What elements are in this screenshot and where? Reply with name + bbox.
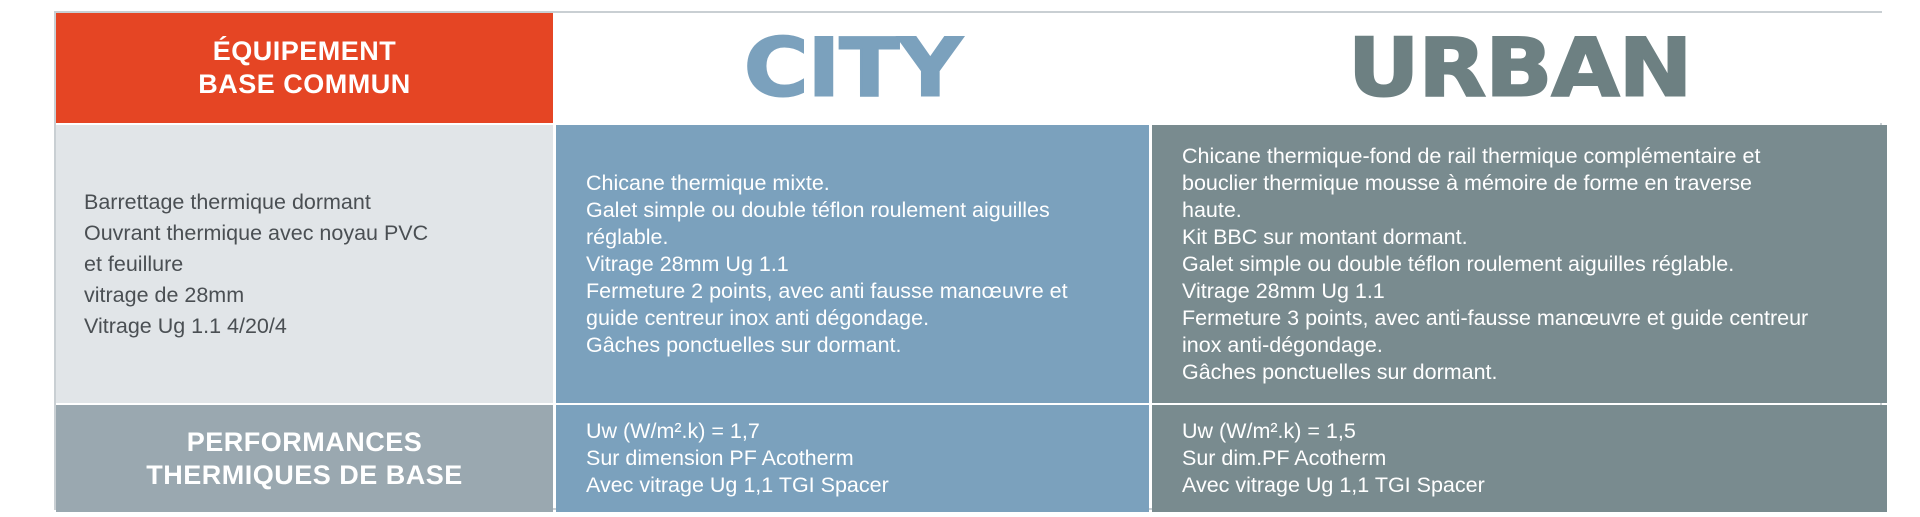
performance-header-line2: THERMIQUES DE BASE <box>146 459 463 490</box>
city-equipment-item: Gâches ponctuelles sur dormant. <box>586 332 902 357</box>
common-equipment-item: vitrage de 28mm <box>84 282 245 307</box>
equipement-header-line2: BASE COMMUN <box>198 69 411 99</box>
performance-header-cell <box>56 405 553 512</box>
common-equipment-item: et feuillure <box>84 251 184 276</box>
common-equipment-item: Vitrage Ug 1.1 4/20/4 <box>84 313 287 338</box>
urban-equipment-item: Chicane thermique-fond de rail thermique complémentaire et <box>1182 143 1761 168</box>
city-equipment-item: Vitrage 28mm Ug 1.1 <box>586 251 789 276</box>
city-performance-cell <box>556 405 1149 512</box>
city-equipment-item: Galet simple ou double téflon roulement aiguilles <box>586 197 1050 222</box>
city-equipment-item: Fermeture 2 points, avec anti fausse manœuvre et <box>586 278 1068 303</box>
city-performance-item: Avec vitrage Ug 1,1 TGI Spacer <box>586 473 889 497</box>
urban-equipment-item: bouclier thermique mousse à mémoire de forme en traverse <box>1182 170 1753 195</box>
performance-header-line1: PERFORMANCES <box>186 426 423 457</box>
equipement-header-line1: ÉQUIPEMENT <box>212 36 397 66</box>
city-logo: CITY <box>743 21 962 115</box>
urban-equipment-item: Kit BBC sur montant dormant. <box>1182 224 1468 249</box>
common-equipment-cell <box>56 125 553 403</box>
city-equipment-item: réglable. <box>586 224 669 249</box>
urban-equipment-item: Vitrage 28mm Ug 1.1 <box>1182 278 1385 303</box>
urban-performance-cell <box>1152 405 1887 512</box>
urban-performance-item: Uw (W/m².k) = 1,5 <box>1182 419 1356 443</box>
city-performance-item: Sur dimension PF Acotherm <box>586 446 854 470</box>
urban-equipment-item: Gâches ponctuelles sur dormant. <box>1182 359 1498 384</box>
equipement-header-cell <box>56 13 553 123</box>
urban-equipment-item: Galet simple ou double téflon roulement aiguilles réglable. <box>1182 251 1735 276</box>
comparison-table <box>54 11 1882 510</box>
urban-logo: URBAN <box>1347 21 1692 115</box>
city-equipment-item: Chicane thermique mixte. <box>586 170 830 195</box>
urban-performance-item: Avec vitrage Ug 1,1 TGI Spacer <box>1182 473 1485 497</box>
city-performance-item: Uw (W/m².k) = 1,7 <box>586 419 760 443</box>
common-equipment-item: Ouvrant thermique avec noyau PVC <box>84 220 429 245</box>
city-equipment-item: guide centreur inox anti dégondage. <box>586 305 930 330</box>
urban-equipment-item: inox anti-dégondage. <box>1182 332 1383 357</box>
urban-equipment-cell <box>1152 125 1887 403</box>
urban-equipment-item: haute. <box>1182 197 1242 222</box>
urban-equipment-item: Fermeture 3 points, avec anti-fausse manœuvre et guide centreur <box>1182 305 1809 330</box>
common-equipment-item: Barrettage thermique dormant <box>84 189 371 214</box>
city-logo-cell <box>556 13 1149 123</box>
city-equipment-cell <box>556 125 1149 403</box>
urban-performance-item: Sur dim.PF Acotherm <box>1182 446 1387 470</box>
urban-logo-cell <box>1152 13 1887 123</box>
